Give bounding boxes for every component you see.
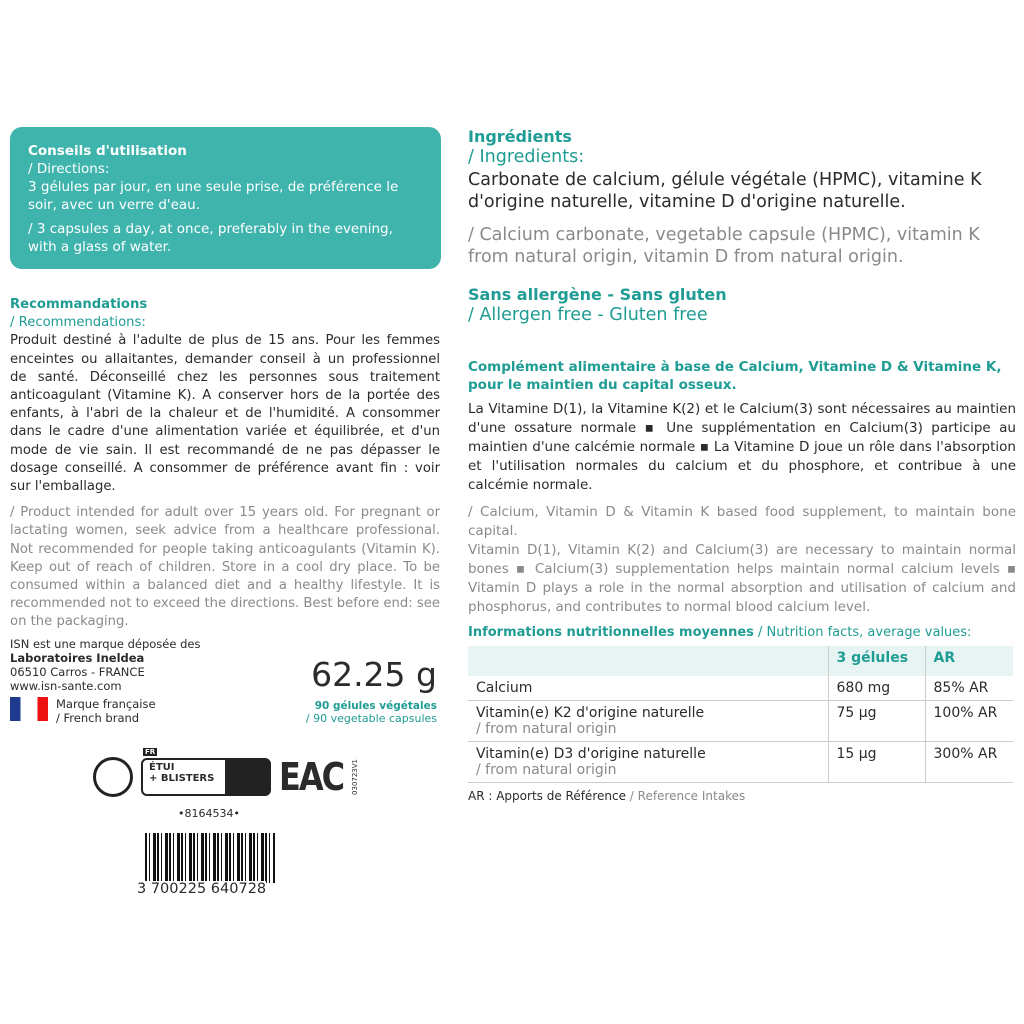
lot-number: •8164534• <box>178 807 240 820</box>
capsules-fr: 90 gélules végétales <box>314 700 437 712</box>
directions-title-en: / Directions: <box>28 161 110 177</box>
eac-mark: EAC <box>279 754 344 800</box>
table-row <box>468 701 1013 742</box>
nutrient-amount: 15 µg <box>828 742 925 783</box>
nutrient-amount: 75 µg <box>828 701 925 742</box>
supplement-fr: La Vitamine D(1), la Vitamine K(2) et le Calcium(3) sont nécessaires au maintien d'une ossature normale ▪ Une supplémentation en Calcium(3) participe au maintien d'une calcémie normale ▪ La Vitamine D joue un rôle dans l'absorption et l'utilisation normales du calcium et du phosphore, et contribue à une calcémie normale. <box>468 401 1016 493</box>
allergen-fr: Sans allergène - Sans gluten <box>468 284 727 304</box>
nutrient-name: Vitamin(e) K2 d'origine naturelle <box>476 705 705 721</box>
recycling-label1: ÉTUI <box>149 762 175 773</box>
brand-en: / French brand <box>56 711 140 725</box>
table-row <box>468 676 1013 701</box>
nutrient-ar: 85% AR <box>925 676 1013 701</box>
company-name: Laboratoires Ineldea <box>10 651 145 665</box>
nutrient-ar: 100% AR <box>925 701 1013 742</box>
recycling-label2: + BLISTERS <box>149 773 215 784</box>
recycling-logos <box>93 748 360 800</box>
nutrient-ar: 300% AR <box>925 742 1013 783</box>
footnote-en: / Reference Intakes <box>629 789 746 803</box>
triman-icon <box>93 757 133 797</box>
barcode <box>145 833 275 883</box>
header-ar: AR <box>925 646 1013 676</box>
footnote: AR : Apports de Référence <box>468 789 626 803</box>
print-code: 030723V1 <box>351 759 360 795</box>
nutrition-table <box>468 646 1013 783</box>
ingredients <box>468 127 1016 326</box>
header-nutrient <box>468 646 828 676</box>
directions-fr: 3 gélules par jour, en une seule prise, de préférence le soir, avec un verre d'eau. <box>28 179 399 213</box>
bin-icon <box>225 760 269 794</box>
nutrient-name: Calcium <box>468 676 828 701</box>
nutrition-title: Informations nutritionnelles moyennes <box>468 625 754 640</box>
nutrition-facts <box>468 625 1016 803</box>
nutrient-sub: / from natural origin <box>476 721 617 737</box>
directions-en: / 3 capsules a day, at once, preferably in the evening, with a glass of water. <box>28 221 393 255</box>
net-weight: 62.25 g <box>311 655 437 694</box>
nutrient-amount: 680 mg <box>828 676 925 701</box>
company-info <box>10 637 230 725</box>
recommendations <box>10 296 440 632</box>
table-row <box>468 742 1013 783</box>
recycling-label <box>141 748 271 796</box>
supplement-title: Complément alimentaire à base de Calcium, Vitamine D & Vitamine K, pour le maintien du capital osseux. <box>468 359 1002 393</box>
french-flag-icon <box>10 697 48 721</box>
supplement-en: Vitamin D(1), Vitamin K(2) and Calcium(3) are necessary to maintain normal bones ▪ Calcium(3) supplementation helps maintain normal calcium levels ▪ Vitamin D plays a role in the normal absorption and utilisation of calcium and phosphorus, and contributes to normal blood calcium level. <box>468 542 1016 615</box>
recommendations-title-en: / Recommendations: <box>10 315 146 331</box>
ingredients-title-en: / Ingredients: <box>468 147 585 167</box>
capsules-en: / 90 vegetable capsules <box>305 712 437 725</box>
header-amount: 3 gélules <box>828 646 925 676</box>
barcode-number: 3 700225 640728 <box>137 881 267 897</box>
nutrition-title-en: / Nutrition facts, average values: <box>758 625 972 640</box>
directions-panel <box>10 127 441 269</box>
supplement-en-title: / Calcium, Vitamin D & Vitamin K based food supplement, to maintain bone capital. <box>468 504 1016 539</box>
recommendations-title: Recommandations <box>10 297 148 312</box>
recommendations-fr: Produit destiné à l'adulte de plus de 15 ans. Pour les femmes enceintes ou allaitantes, demander conseil à un professionnel de santé. Déconseillé chez les personnes sous traitement anticoagulant (Vitamine K). A conserver hors de la portée des enfants, à l'abri de la chaleur et de l'humidité. A consommer dans le cadre d'une alimentation variée et équilibrée, et d'un mode de vie sain. Il est recommandé de ne pas dépasser le dosage conseillé. A consommer de préférence avant fin : voir sur l'emballage. <box>10 333 440 495</box>
nutrient-name: Vitamin(e) D3 d'origine naturelle <box>476 746 706 762</box>
allergen-en: / Allergen free - Gluten free <box>468 304 708 325</box>
company-address: 06510 Carros - FRANCE <box>10 665 145 679</box>
directions-title: Conseils d'utilisation <box>28 143 187 159</box>
company-website: www.isn-sante.com <box>10 679 122 693</box>
recommendations-en: / Product intended for adult over 15 years old. For pregnant or lactating women, seek advice from a healthcare professional. Not recommended for people taking anticoagulants (Vitamin K). Keep out of reach of children. Store in a cool dry place. To be consumed within a balanced diet and a healthy lifestyle. It is recommended not to exceed the directions. Best before end: see on the packaging. <box>10 505 440 630</box>
recycling-country: FR <box>145 748 156 756</box>
nutrient-sub: / from natural origin <box>476 762 617 778</box>
ingredients-fr: Carbonate de calcium, gélule végétale (HPMC), vitamine K d'origine naturelle, vitamine D d'origine naturelle. <box>468 169 982 212</box>
supplement-info <box>468 358 1016 617</box>
ingredients-title: Ingrédients <box>468 127 572 146</box>
brand-fr: Marque française <box>56 697 156 711</box>
weight-block <box>306 655 437 725</box>
ingredients-en: / Calcium carbonate, vegetable capsule (HPMC), vitamin K from natural origin, vitamin D from natural origin. <box>468 224 980 267</box>
company-line1: ISN est une marque déposée des <box>10 637 201 651</box>
